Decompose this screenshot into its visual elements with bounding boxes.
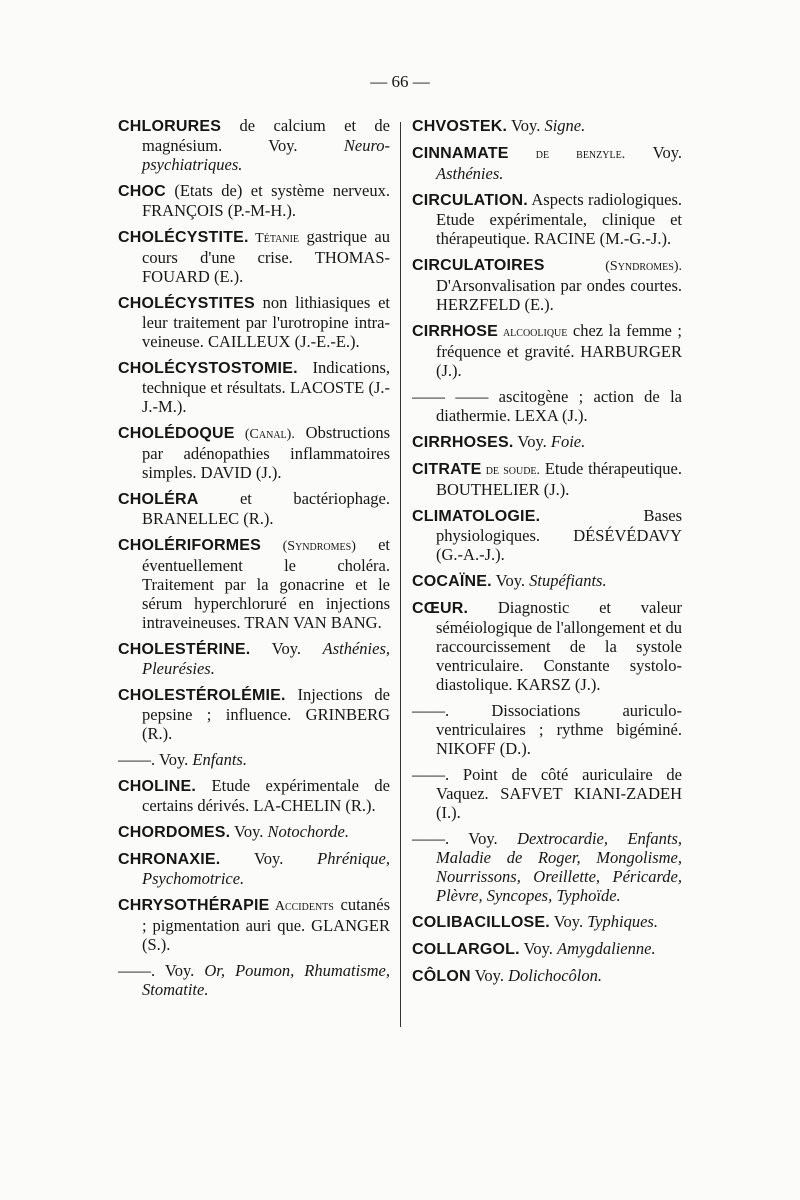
index-entry — [412, 116, 682, 136]
entry-description: ——. Voy. — [118, 750, 193, 769]
index-entry — [118, 822, 390, 842]
index-entry — [412, 143, 682, 183]
entry-qualifier: de soude. — [481, 463, 541, 478]
entry-text — [412, 829, 682, 905]
entry-text — [118, 685, 390, 743]
entry-text — [118, 849, 390, 888]
cross-reference: Stupéfiants. — [529, 571, 607, 590]
entry-heading: CÔLON — [412, 968, 471, 985]
entry-text — [118, 895, 390, 954]
cross-reference: Signe. — [544, 116, 586, 135]
index-entry — [118, 961, 390, 999]
index-entry — [118, 116, 390, 174]
entry-description: chez la femme ; fréquence et gravité. HARBURGER (J.). — [436, 321, 682, 380]
entry-heading: CHOLÉDOQUE — [118, 425, 235, 442]
index-entry — [118, 358, 390, 416]
index-entry — [412, 432, 682, 452]
entry-text — [118, 293, 390, 351]
cross-reference: Enfants. — [192, 750, 247, 769]
index-entry — [118, 293, 390, 351]
index-entry — [118, 535, 390, 632]
entry-description: Etude expérimentale de certains dérivés. LA-CHELIN (R.). — [142, 776, 390, 815]
entry-text — [412, 701, 682, 758]
entry-description: Voy. — [507, 116, 545, 135]
entry-heading: CHOC — [118, 183, 166, 200]
entry-text — [412, 143, 682, 183]
entry-heading: CHOLÉCYSTITES — [118, 295, 255, 312]
entry-heading: CŒUR. — [412, 600, 469, 617]
entry-heading: CHRONAXIE. — [118, 851, 221, 868]
index-entry — [118, 181, 390, 220]
entry-description: de calcium et de magnésium. Voy. — [142, 116, 390, 155]
entry-heading: CHOLÉRA — [118, 491, 199, 508]
entry-description: —— —— ascitogène ; action de la diathermie. LEXA (J.). — [412, 387, 682, 425]
entry-description: Voy. — [230, 822, 268, 841]
entry-text — [412, 966, 682, 986]
entry-description: Injections de pepsine ; influence. GRINBERG (R.). — [142, 685, 390, 743]
index-entry — [412, 701, 682, 758]
entry-qualifier: (Syndromes). — [544, 259, 682, 274]
column-divider — [400, 122, 401, 1027]
entry-description: ——. Voy. — [412, 829, 518, 848]
entry-text — [118, 489, 390, 528]
entry-description: ——. Dissociations auriculo-ventriculaires ; rythme bigéminé. NIKOFF (D.). — [412, 701, 682, 758]
entry-heading: CIRCULATION. — [412, 192, 528, 209]
index-entry — [412, 939, 682, 959]
entry-description: gastrique au cours d'une crise. THOMAS-FOUARD (E.). — [142, 227, 390, 286]
cross-reference: Neuro-psychiatriques. — [142, 136, 390, 174]
entry-text — [412, 432, 682, 452]
index-entry — [118, 776, 390, 815]
entry-text — [412, 506, 682, 564]
cross-reference: Asthénies, Pleurésies. — [142, 639, 390, 678]
entry-heading: CIRRHOSE — [412, 323, 499, 340]
entry-text — [412, 321, 682, 380]
entry-heading: CINNAMATE — [412, 145, 509, 162]
entry-description: cutanés ; pigmentation auri que. GLANGER (S.). — [142, 895, 390, 954]
entry-description: Voy. — [220, 849, 318, 868]
entry-description: Voy. — [491, 571, 530, 590]
entry-qualifier: Accidents — [269, 899, 334, 914]
entry-description: D'Arsonvalisation par ondes courtes. HERZFELD (E.). — [436, 276, 682, 314]
entry-description: ——. Point de côté auriculaire de Vaquez. SAFVET KIANI-ZADEH (I.). — [412, 765, 682, 822]
cross-reference: Or, Poumon, Rhumatisme, Stomatite. — [142, 961, 390, 999]
entry-heading: CIRRHOSES. — [412, 434, 514, 451]
cross-reference: Foie. — [550, 432, 586, 451]
entry-heading: CHOLINE. — [118, 778, 197, 795]
index-entry — [118, 685, 390, 743]
entry-text — [118, 776, 390, 815]
index-entry — [412, 571, 682, 591]
index-entry — [412, 255, 682, 314]
entry-text — [412, 939, 682, 959]
entry-text — [118, 116, 390, 174]
entry-description: Indications, technique et résultats. LACOSTE (J.-J.-M.). — [142, 358, 390, 416]
index-entry — [412, 190, 682, 248]
entry-description: Voy. — [250, 639, 323, 658]
entry-text — [118, 535, 390, 632]
entry-qualifier: (Syndromes) — [261, 539, 356, 554]
index-entry — [412, 829, 682, 905]
index-entry — [412, 912, 682, 932]
entry-heading: CHRYSOTHÉRAPIE — [118, 897, 270, 914]
entry-description: Voy. — [519, 939, 558, 958]
entry-text — [412, 765, 682, 822]
entry-heading: CHORDOMES. — [118, 824, 231, 841]
entry-heading: CLIMATOLOGIE. — [412, 508, 541, 525]
entry-description: ——. Voy. — [118, 961, 205, 980]
entry-text — [118, 961, 390, 999]
index-entry — [412, 765, 682, 822]
entry-heading: CHOLÉCYSTITE. — [118, 229, 249, 246]
entry-description: Obstructions par adénopathies inflammatoires simples. DAVID (J.). — [142, 423, 390, 482]
index-entry — [412, 387, 682, 425]
entry-description: Bases physiologiques. DÉSÉVÉDAVY (G.-A.-J.). — [436, 506, 682, 564]
entry-text — [412, 912, 682, 932]
entry-text — [118, 227, 390, 286]
entry-heading: COCAÏNE. — [412, 573, 492, 590]
entry-description: Voy. — [470, 966, 509, 985]
entry-heading: CHVOSTEK. — [412, 118, 508, 135]
entry-qualifier: Tétanie — [248, 231, 300, 246]
entry-qualifier: alcoolique — [498, 325, 568, 340]
index-entry — [118, 639, 390, 678]
cross-reference: Asthénies. — [436, 164, 504, 183]
entry-text — [118, 750, 390, 769]
entry-description: Etude thérapeutique. BOUTHELIER (J.). — [436, 459, 682, 499]
entry-description: Voy. — [513, 432, 551, 451]
entry-description: Voy. — [549, 912, 588, 931]
cross-reference: Phrénique, Psychomotrice. — [142, 849, 390, 888]
index-entry — [412, 598, 682, 694]
index-entry — [118, 423, 390, 482]
entry-text — [412, 116, 682, 136]
entry-text — [412, 255, 682, 314]
entry-text — [118, 423, 390, 482]
entry-description: non lithiasiques et leur traitement par l'urotropine intra-veineuse. CAILLEUX (J.-E.-E.). — [142, 293, 390, 351]
entry-description: (Etats de) et système nerveux. FRANÇOIS (P.-M-H.). — [142, 181, 390, 220]
cross-reference: Amygdalienne. — [557, 939, 656, 958]
entry-text — [118, 181, 390, 220]
entry-description: et éventuellement le choléra. Traitement par la gonacrine et le sérum hyperchloruré en injections intraveineuses. TRAN VAN BANG. — [142, 535, 390, 632]
cross-reference: Typhiques. — [587, 912, 658, 931]
entry-text — [118, 358, 390, 416]
entry-description: Diagnostic et valeur séméiologique de l'allongement et du raccourcissement de la systole ventriculaire. Constante systolo-diastolique. KARSZ (J.). — [436, 598, 682, 694]
entry-qualifier: (Canal). — [234, 427, 295, 442]
entry-text — [412, 459, 682, 499]
entry-text — [412, 190, 682, 248]
index-entry — [412, 506, 682, 564]
cross-reference: Dolichocôlon. — [508, 966, 603, 985]
index-entry — [412, 459, 682, 499]
page-number: — 66 — — [370, 72, 430, 91]
entry-text — [412, 387, 682, 425]
cross-reference: Notochorde. — [267, 822, 349, 841]
index-entry — [118, 895, 390, 954]
index-entry — [118, 750, 390, 769]
entry-text — [118, 639, 390, 678]
index-entry — [118, 849, 390, 888]
index-entry — [118, 227, 390, 286]
cross-reference: Dextrocardie, Enfants, Maladie de Roger, Mongolisme, Nourrissons, Oreillette, Péricarde, Plèvre, Syncopes, Typhoïde. — [436, 829, 682, 905]
entry-description: et bactériophage. BRANELLEC (R.). — [142, 489, 390, 528]
index-entry — [412, 966, 682, 986]
entry-text — [118, 822, 390, 842]
entry-heading: CIRCULATOIRES — [412, 257, 545, 274]
index-entry — [412, 321, 682, 380]
entry-heading: COLIBACILLOSE. — [412, 914, 550, 931]
entry-text — [412, 598, 682, 694]
entry-heading: COLLARGOL. — [412, 941, 520, 958]
entry-heading: CITRATE — [412, 461, 482, 478]
index-entry — [118, 489, 390, 528]
entry-heading: CHOLÉRIFORMES — [118, 537, 262, 554]
entry-heading: CHOLÉCYSTOSTOMIE. — [118, 360, 298, 377]
entry-heading: CHOLESTÉROLÉMIE. — [118, 687, 286, 704]
left-column — [118, 116, 390, 1006]
entry-text — [412, 571, 682, 591]
entry-heading: CHOLESTÉRINE. — [118, 641, 251, 658]
entry-description: Voy. — [625, 143, 682, 162]
right-column — [412, 116, 682, 993]
entry-heading: CHLORURES — [118, 118, 222, 135]
entry-description: Aspects radiologiques. Etude expérimentale, clinique et thérapeutique. RACINE (M.-G.-J.). — [436, 190, 682, 248]
entry-qualifier: de benzyle. — [508, 147, 626, 162]
